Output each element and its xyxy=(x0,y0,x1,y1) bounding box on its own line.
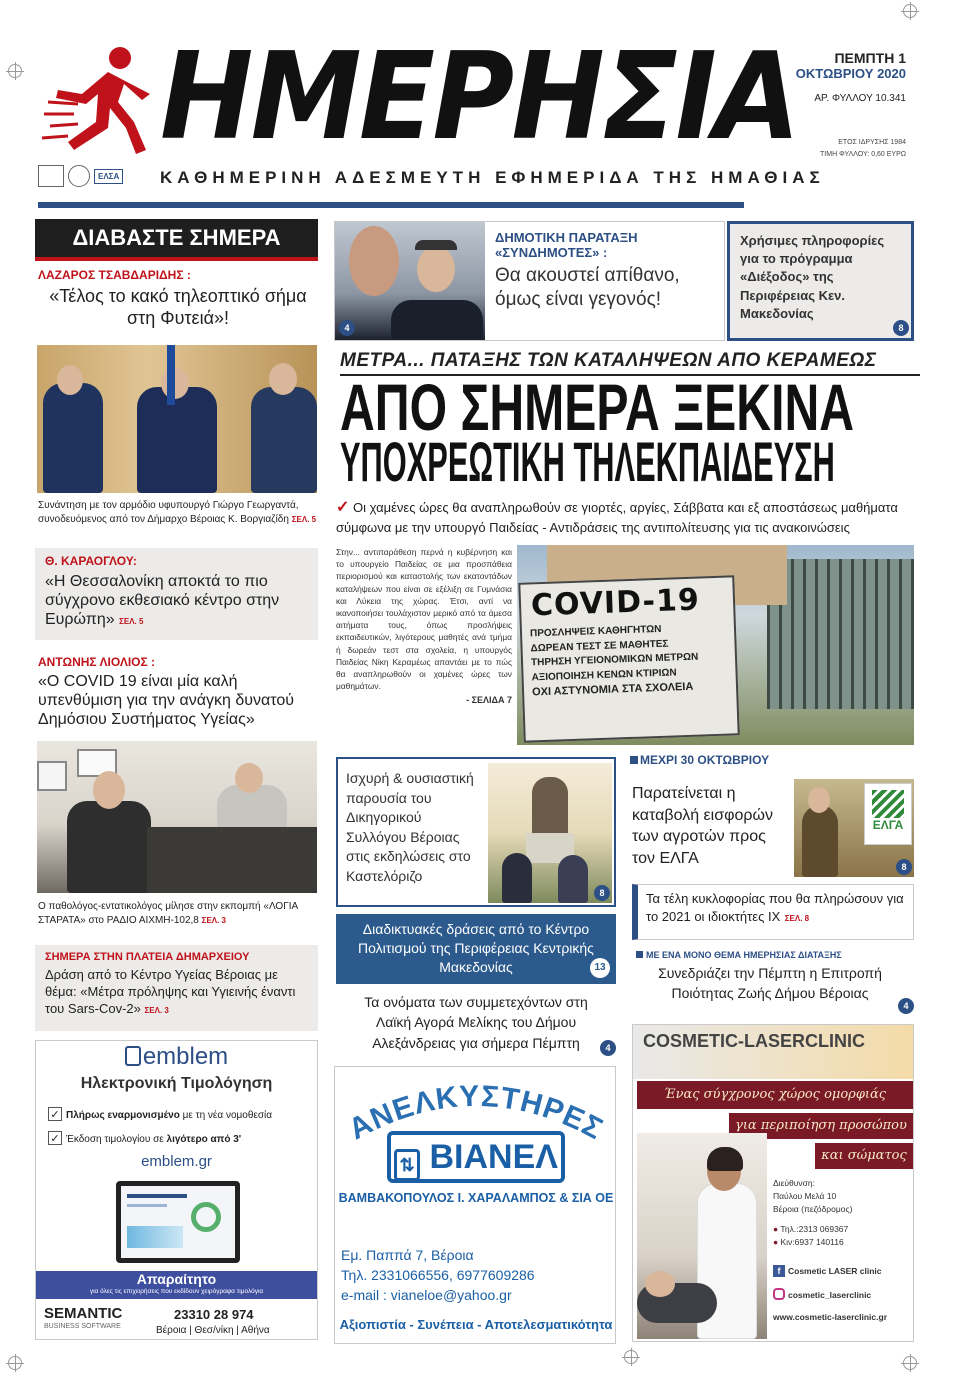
item3-author: ΑΝΤΩΝΗΣ ΛΙΟΛΙΟΣ : xyxy=(38,655,156,669)
cosmetic-line2: για περιποίηση προσώπου xyxy=(729,1113,913,1139)
banner-line: ΠΡΟΣΛΗΨΕΙΣ ΚΑΘΗΓΗΤΩΝ xyxy=(529,623,662,640)
elga-logo xyxy=(864,783,912,845)
vendor-cities: Βέροια | Θεσ/νίκη | Αθήνα xyxy=(156,1325,270,1336)
cosmetic-mob-text: Κιν:6937 140116 xyxy=(780,1237,844,1247)
masthead-rule xyxy=(38,202,744,208)
emblem-banner-title: Απαραίτητο xyxy=(136,1271,217,1287)
cosmetic-mob xyxy=(773,1236,911,1249)
photo-meeting xyxy=(37,345,317,493)
farmers-label-text: ΜΕΧΡΙ 30 ΟΚΤΩΒΡΙΟΥ xyxy=(640,753,770,767)
emblem-title: Ηλεκτρονική Τιμολόγηση xyxy=(80,1075,273,1092)
photo2-caption-text: Ο παθολόγος-εντατικολόγος μίλησε στην εκπομπή «ΛΟΓΙΑ ΣΤΑΡΑΤΑ» στο ΡΑΔΙΟ ΑΙΧΜΗ-102,8 xyxy=(38,901,298,926)
vendor-sub: BUSINESS SOFTWARE xyxy=(44,1323,121,1330)
cosmetic-facebook[interactable] xyxy=(773,1265,911,1278)
cosmetic-tel-text: Τηλ.:2313 069367 xyxy=(780,1224,849,1235)
vianel-phone: Τηλ. 2331066556, 6977609286 xyxy=(341,1267,535,1283)
top-story[interactable] xyxy=(334,221,725,341)
photo1-caption xyxy=(38,499,318,526)
masthead-title: ΗΜΕΡΗΣΙΑ xyxy=(160,28,798,167)
emblem-check-1 xyxy=(48,1107,317,1121)
emblem-brand xyxy=(36,1043,317,1071)
main-kicker: ΜΕΤΡΑ... ΠΑΤΑΞΗΣ ΤΩΝ ΚΑΤΑΛΗΨΕΩΝ ΑΠΟ ΚΕΡΑΜΕΩΣ xyxy=(340,350,920,376)
main-body-text: Στην... αντιπαράθεση περνά η κυβέρνηση και το υπουργείο Παιδείας σε μια προσπάθεια περιορισμού και καταστολής των εκατοντάδων καταλήψεων που είναι σε εξέλιξη σε Γυμνάσια και Λύκεια της χώρας. Έτσι, αντί να ικανοποιήσει τουλάχιστον μερικό από τα άμεσα αιτήματα τους, όπως προσλήψεις εκπαιδευτικών, λιγότερους μαθητές ανά τμήμα ή δωρεάν τεστ στα σχολεία, η υπουργός Παιδείας Νίκη Κεραμέως απαντάει με το πώς θα αναπληρωθούν οι χαμένες ώρες των μαθημάτων. xyxy=(336,547,512,692)
main-subhead-text: Οι χαμένες ώρες θα αναπληρωθούν σε γιορτές, αργίες, Σάββατα και εξ αποστάσεως μαθήματα σύμφωνα με την υπουργό Παιδείας - Αντιδράσεις της αντιπολίτευσης για τις ανακοινώσεις xyxy=(336,500,898,536)
emblem-logo-icon xyxy=(125,1046,141,1066)
read-today-item-4[interactable] xyxy=(35,945,318,1031)
vianel-email[interactable]: e-mail : vianeloe@yahoo.gr xyxy=(341,1287,512,1303)
ad-emblem[interactable] xyxy=(35,1040,318,1340)
photo1-page: ΣΕΛ. 5 xyxy=(291,514,317,524)
registration-mark xyxy=(624,1350,638,1364)
vianel-brand xyxy=(387,1131,565,1183)
square-icon xyxy=(636,951,643,958)
date-month-year: ΟΚΤΩΒΡΙΟΥ 2020 xyxy=(795,66,906,81)
photo2-caption xyxy=(38,900,318,927)
bullet-icon: ● xyxy=(773,1224,781,1235)
date-day: ΠΕΜΠΤΗ 1 xyxy=(834,50,906,66)
cosmetic-addr2: Βέροια (πεζόδρομος) xyxy=(773,1203,853,1214)
top-story-photo xyxy=(335,222,485,340)
cosmetic-tel xyxy=(773,1223,911,1236)
check-icon: ✓ xyxy=(48,1107,62,1121)
registration-mark xyxy=(8,64,22,78)
logo-box-icon xyxy=(38,165,64,187)
item4-page: ΣΕΛ. 3 xyxy=(144,1005,169,1015)
farmers-text: Παρατείνεται η καταβολή εισφορών των αγροτών προς τον ΕΛΓΑ xyxy=(632,785,773,867)
laptop-icon xyxy=(116,1181,240,1263)
cosmetic-line3: και σώματος xyxy=(815,1143,913,1169)
info-box-text: Χρήσιμες πληροφορίες για το πρόγραμμα «Διέξοδος» της Περιφέρειας Κεν. Μακεδονίας xyxy=(740,233,885,321)
item4-text: Δράση από το Κέντρο Υγείας Βέροιας με θέμα: «Μέτρα πρόληψης και Υγιεινής έναντι του Sars-Cov-2» xyxy=(45,967,296,1016)
story-tax-text: Τα τέλη κυκλοφορίας που θα πληρώσουν για το 2021 οι ιδιοκτήτες ΙΧ xyxy=(646,891,904,925)
info-box[interactable] xyxy=(727,221,914,341)
vendor-phone: 23310 28 974 xyxy=(174,1307,254,1322)
story-culture-text: Διαδικτυακές δράσεις από το Κέντρο Πολιτισμού της Περιφέρειας Κεντρικής Μακεδονίας xyxy=(358,921,594,975)
cosmetic-addr-label: Διεύθυνση: xyxy=(773,1178,815,1188)
vianel-arc-textpath: ΑΝΕΛΚΥΣΤΗΡΕΣ xyxy=(343,1079,609,1147)
read-today-item-2[interactable] xyxy=(35,548,318,640)
item2-page: ΣΕΛ. 5 xyxy=(119,617,144,627)
emblem-brand-text: emblem xyxy=(142,1043,229,1070)
top-story-page: 4 xyxy=(339,320,355,336)
protest-banner xyxy=(518,575,739,742)
item4-text-wrap xyxy=(45,967,308,1018)
item2-quote xyxy=(45,572,308,630)
vianel-slogan: Αξιοπιστία - Συνέπεια - Αποτελεσματικότητα xyxy=(339,1317,613,1332)
item3-quote: «Ο COVID 19 είναι μία καλή υπενθύμιση για την ανάγκη δυνατού Δημόσιου Συστήματος Υγείας» xyxy=(38,673,294,729)
instagram-icon xyxy=(773,1288,785,1300)
story-farmers[interactable] xyxy=(630,753,914,879)
emblem-url[interactable]: emblem.gr xyxy=(141,1153,212,1170)
cosmetic-web[interactable]: www.cosmetic-laserclinic.gr xyxy=(773,1312,888,1323)
photo-radio xyxy=(37,741,317,893)
main-subhead xyxy=(336,496,916,538)
partner-logos xyxy=(38,163,146,189)
item2-quote-text: «Η Θεσσαλονίκη αποκτά το πιο σύγχρονο εκθεσιακό κέντρο στην Ευρώπη» xyxy=(45,573,280,629)
cosmetic-title: COSMETIC-LASERCLINIC xyxy=(633,1025,913,1079)
story-lawyers-photo xyxy=(488,763,612,903)
committee-label xyxy=(636,950,914,960)
top-story-label1: ΔΗΜΟΤΙΚΗ ΠΑΡΑΤΑΞΗ xyxy=(495,230,638,245)
elga-text: ΕΛΓΑ xyxy=(872,818,904,832)
committee-label-text: ΜΕ ΕΝΑ ΜΟΝΟ ΘΕΜΑ ΗΜΕΡΗΣΙΑΣ ΔΙΑΤΑΞΗΣ xyxy=(646,950,842,960)
banner-line: ΤΗΡΗΣΗ ΥΓΕΙΟΝΟΜΙΚΩΝ ΜΕΤΡΩΝ xyxy=(530,651,699,669)
registration-mark xyxy=(903,1356,917,1370)
read-today-item-3[interactable] xyxy=(38,655,318,730)
cosmetic-addr1: Παύλου Μελά 10 xyxy=(773,1190,837,1201)
read-today-item-1[interactable] xyxy=(38,268,318,329)
founded-info xyxy=(770,137,906,161)
check1-rest: με τη νέα νομοθεσία xyxy=(179,1110,273,1121)
top-story-text xyxy=(495,230,720,312)
vianel-company: ΒΑΜΒΑΚΟΠΟΥΛΟΣ Ι. ΧΑΡΑΛΑΜΠΟΣ & ΣΙΑ ΟΕ xyxy=(338,1191,614,1205)
story-lawyers[interactable] xyxy=(336,757,616,907)
photo2-page: ΣΕΛ. 3 xyxy=(201,915,227,925)
photo1-caption-text: Συνάντηση με τον αρμόδιο υφυπουργό Γιώργο Γεωργαντά, συνοδευόμενος από τον Δήμαρχο Βέροιας Κ. Βοργιαζίδη xyxy=(38,500,299,525)
emblem-check-2 xyxy=(48,1131,317,1145)
story-lawyers-page: 8 xyxy=(594,885,610,901)
read-today-title: ΔΙΑΒΑΣΤΕ ΣΗΜΕΡΑ xyxy=(72,225,281,250)
tagline: ΚΑΘΗΜΕΡΙΝΗ ΑΔΕΣΜΕΥΤΗ ΕΦΗΜΕΡΙΔΑ ΤΗΣ ΗΜΑΘΙΑΣ xyxy=(160,168,825,187)
story-tax-page: ΣΕΛ. 8 xyxy=(784,914,810,924)
elevator-icon: ⇅ xyxy=(394,1149,420,1181)
farmers-label xyxy=(630,753,914,767)
square-icon xyxy=(630,756,638,764)
vianel-address: Εμ. Παππά 7, Βέροια xyxy=(341,1247,474,1263)
price: ΤΙΜΗ ΦΥΛΛΟΥ: 0,60 ΕΥΡΩ xyxy=(820,150,906,158)
top-story-quote: Θα ακουστεί απίθανο, όμως είναι γεγονός! xyxy=(495,265,680,310)
check2-bold: λιγότερο από 3' xyxy=(166,1134,242,1145)
ad-cosmetic[interactable] xyxy=(632,1024,914,1342)
issue-number: ΑΡ. ΦΥΛΛΟΥ 10.341 xyxy=(814,93,906,104)
cosmetic-photo xyxy=(637,1133,767,1339)
logo-badge: ΕΛΣΑ xyxy=(94,169,123,184)
masthead-date xyxy=(770,50,906,104)
story-market-page: 4 xyxy=(600,1040,616,1056)
bullet-icon: ● xyxy=(773,1237,781,1247)
cosmetic-line1: Ένας σύγχρονος χώρος ομορφιάς xyxy=(637,1081,913,1109)
registration-mark xyxy=(903,4,917,18)
story-committee[interactable] xyxy=(636,950,914,1014)
story-lawyers-text: Ισχυρή & ουσιαστική παρουσία του Δικηγορικού Συλλόγου Βέροιας στις εκδηλώσεις στο Καστελόριζο xyxy=(346,770,474,884)
emblem-banner xyxy=(36,1271,317,1299)
cosmetic-instagram-text: cosmetic_laserclinic xyxy=(788,1289,872,1300)
registration-mark xyxy=(8,1356,22,1370)
farmers-page: 8 xyxy=(896,859,912,875)
main-body xyxy=(336,546,512,707)
vendor-name: SEMANTIC xyxy=(44,1305,123,1322)
facebook-icon: f xyxy=(773,1265,785,1277)
story-tax[interactable] xyxy=(632,884,914,940)
item4-header: ΣΗΜΕΡΑ ΣΤΗΝ ΠΛΑΤΕΙΑ ΔΗΜΑΡΧΕΙΟΥ xyxy=(45,951,250,963)
runner-logo xyxy=(38,42,158,162)
main-headline-1: ΑΠΟ ΣΗΜΕΡΑ ΞΕΚΙΝΑ xyxy=(340,370,855,444)
committee-page: 4 xyxy=(898,998,914,1014)
banner-line: ΟΧΙ ΑΣΤΥΝΟΜΙΑ ΣΤΑ ΣΧΟΛΕΙΑ xyxy=(531,680,694,699)
check-icon: ✓ xyxy=(48,1131,62,1145)
top-story-label2: «ΣΥΝΔΗΜΟΤΕΣ» : xyxy=(495,245,608,260)
banner-line: ΔΩΡΕΑΝ ΤΕΣΤ ΣΕ ΜΑΘΗΤΕΣ xyxy=(530,638,669,654)
item2-author: Θ. ΚΑΡΑΟΓΛΟΥ: xyxy=(45,554,137,568)
elga-mark-icon xyxy=(872,790,904,818)
read-today-header xyxy=(35,219,318,261)
info-box-page: 8 xyxy=(893,320,909,336)
farmers-photo xyxy=(794,779,914,877)
founded-year: ΕΤΟΣ ΙΔΡΥΣΗΣ 1984 xyxy=(838,139,906,146)
main-photo xyxy=(517,545,914,745)
check-icon: ✓ xyxy=(336,499,350,516)
item1-quote: «Τέλος το κακό τηλεοπτικό σήμα στη Φυτειά»! xyxy=(49,286,307,328)
main-headline-2: ΥΠΟΧΡΕΩΤΙΚΗ ΤΗΛΕΚΠΑΙΔΕΥΣΗ xyxy=(340,430,835,493)
emblem-banner-sub: για όλες τις επιχειρήσεις που εκδίδουν χειρόγραφα τιμολόγια xyxy=(89,1288,264,1295)
story-culture[interactable] xyxy=(336,914,616,984)
vianel-brand-text: ΒΙΑΝΕΛ xyxy=(429,1138,558,1176)
check2-pre: Έκδοση τιμολογίου σε xyxy=(66,1134,167,1145)
cosmetic-instagram[interactable] xyxy=(773,1288,911,1302)
cosmetic-info xyxy=(773,1177,911,1324)
committee-text: Συνεδριάζει την Πέμπτη η Επιτροπή Ποιότητας Ζωής Δήμου Βέροιας xyxy=(658,965,882,1001)
main-page-ref: - ΣΕΛΙΔΑ 7 xyxy=(466,695,512,706)
banner-line: ΑΞΙΟΠΟΙΗΣΗ ΚΕΝΩΝ ΚΤΙΡΙΩΝ xyxy=(531,666,677,683)
item1-author: ΛΑΖΑΡΟΣ ΤΣΑΒΔΑΡΙΔΗΣ : xyxy=(38,268,191,282)
logo-circle-icon xyxy=(68,165,90,187)
story-market[interactable] xyxy=(336,990,616,1058)
check1-bold: Πλήρως εναρμονισμένο xyxy=(66,1110,180,1121)
cosmetic-facebook-text: Cosmetic LASER clinic xyxy=(788,1265,882,1276)
banner-top: COVID-19 xyxy=(530,582,701,624)
ad-vianel[interactable] xyxy=(334,1066,616,1344)
story-culture-page: 13 xyxy=(590,958,610,978)
story-market-text: Τα ονόματα των συμμετεχόντων στη Λαϊκή Αγορά Μελίκης του Δήμου Αλεξάνδρειας για σήμερα Πέμπτη xyxy=(364,994,588,1051)
